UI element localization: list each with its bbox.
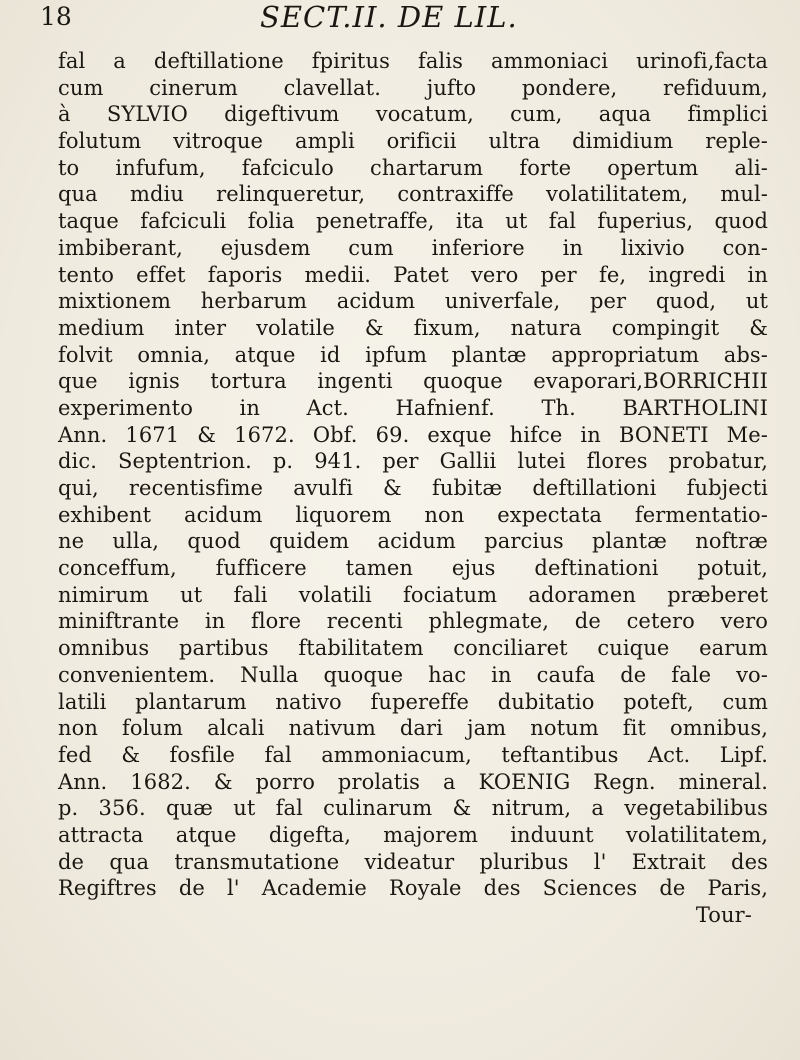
text-line: nimirum ut fali volatili fociatum adoramen præberet <box>58 582 768 607</box>
text-line: Ann. 1671 & 1672. Obf. 69. exque hifce in BONETI Me- <box>58 422 768 447</box>
text-line: cum cinerum clavellat. jufto pondere, refiduum, <box>58 75 768 100</box>
text-line: convenientem. Nulla quoque hac in caufa de fale vo- <box>58 662 768 687</box>
text-line: imbiberant, ejusdem cum inferiore in lixivio con- <box>58 235 768 260</box>
text-line: medium inter volatile & fixum, natura compingit & <box>58 315 768 340</box>
text-line: non folum alcali nativum dari jam notum fit omnibus, <box>58 716 768 741</box>
text-line: experimento in Act. Hafnienf. Th. BARTHOLINI <box>58 395 768 420</box>
text-line: mixtionem herbarum acidum univerfale, per quod, ut <box>58 289 768 314</box>
text-line: de qua transmutatione videatur pluribus l' Extrait des <box>58 849 768 874</box>
text-line: to infufum, fafciculo chartarum forte opertum ali- <box>58 155 768 180</box>
page-number: 18 <box>40 2 72 31</box>
page-header <box>40 0 760 40</box>
text-line: p. 356. quæ ut fal culinarum & nitrum, a vegetabilibus <box>58 796 768 821</box>
text-line: à SYLVIO digeftivum vocatum, cum, aqua fimplici <box>58 102 768 127</box>
text-line: miniftrante in flore recenti phlegmate, de cetero vero <box>58 609 768 634</box>
text-line: que ignis tortura ingenti quoque evaporari,BORRICHII <box>58 369 768 394</box>
text-line: folutum vitroque ampli orificii ultra dimidium reple- <box>58 129 768 154</box>
text-line: fal a deftillatione fpiritus falis ammoniaci urinofi,facta <box>58 49 768 73</box>
catchword: Tour- <box>695 903 752 927</box>
text-line: fed & fosfile fal ammoniacum, teftantibus Act. Lipf. <box>58 742 768 767</box>
text-line: omnibus partibus ftabilitatem conciliaret cuique earum <box>58 636 768 661</box>
body-text <box>58 48 768 929</box>
running-head: SECT.II. DE LIL. <box>260 0 518 34</box>
text-line: Regiftres de l' Academie Royale des Sciences de Paris, <box>58 876 768 901</box>
text-line: exhibent acidum liquorem non expectata fermentatio- <box>58 502 768 527</box>
text-line: folvit omnia, atque id ipfum plantæ appropriatum abs- <box>58 342 768 367</box>
text-line: qui, recentisfime avulfi & fubitæ deftillationi fubjecti <box>58 476 768 500</box>
text-line: Ann. 1682. & porro prolatis a KOENIG Regn. mineral. <box>58 769 768 794</box>
text-line: attracta atque digefta, majorem induunt volatilitatem, <box>58 822 768 847</box>
text-line: taque fafciculi folia penetraffe, ita ut fal fuperius, quod <box>58 209 768 234</box>
text-line: tento effet faporis medii. Patet vero per fe, ingredi in <box>58 262 768 287</box>
text-line: qua mdiu relinqueretur, contraxiffe volatilitatem, mul- <box>58 182 768 207</box>
text-line: conceffum, fufficere tamen ejus deftinationi potuit, <box>58 556 768 581</box>
text-line: dic. Septentrion. p. 941. per Gallii lutei flores probatur, <box>58 449 768 474</box>
text-line: ne ulla, quod quidem acidum parcius plantæ noftræ <box>58 529 768 554</box>
text-line: latili plantarum nativo fupereffe dubitatio poteft, cum <box>58 689 768 714</box>
